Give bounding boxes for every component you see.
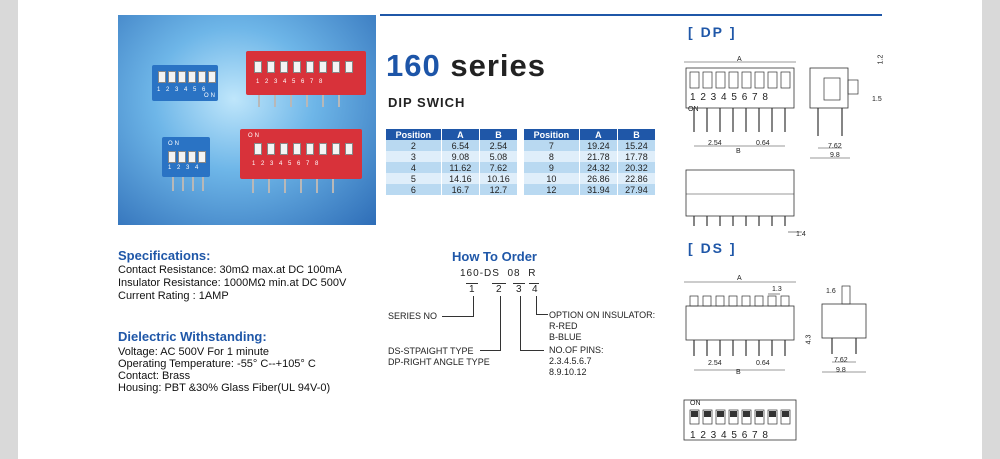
col-a: A [579,129,617,140]
table-cell: 6 [386,184,441,195]
table-cell: 4 [386,162,441,173]
dp-bottom-h: 1.4 [796,231,806,238]
dp-dim-b: B [736,148,741,155]
col-b: B [479,129,517,140]
table-cell: 9.08 [441,151,479,162]
product-type: DIP SWICH [388,95,466,110]
series-word: series [440,48,546,83]
ds-side-drawing [818,282,878,378]
red-8-numbers: 1 2 3 4 5 6 7 8 [256,79,325,85]
series-number: 160 [386,48,441,83]
option-title: OPTION ON INSULATOR: [549,310,656,320]
dp-dim-a: A [737,56,742,63]
product-photo [118,15,376,225]
blue-4-on: ON [168,141,181,147]
table-row [386,173,518,184]
table-cell: 12 [524,184,579,195]
table-cell: 12.7 [479,184,517,195]
position-table-right [524,129,656,195]
dielectric-line: Operating Temperature: -55° C--+105° C [118,358,316,370]
dp-side-h1: 1.2 [877,54,885,65]
top-rule-right [380,14,882,16]
blue-6-on: ON [204,93,217,99]
table-cell: 26.86 [579,173,617,184]
table-cell: 10.16 [479,173,517,184]
dp-pin-w: 0.64 [756,140,770,147]
table-cell: 17.78 [617,151,655,162]
ds-on: ON [690,400,701,407]
dp-bottom-drawing [680,168,810,238]
blue-6-numbers: 1 2 3 4 5 6 [157,87,208,93]
col-position: Position [524,129,579,140]
ds-label: [ DS ] [688,240,737,256]
blue-4-switch [162,137,210,177]
table-row [524,162,656,173]
how-to-order-title: How To Order [452,249,537,264]
table-row [524,173,656,184]
col-position: Position [386,129,441,140]
blue-6-switch [152,65,218,101]
pins-title: NO.OF PINS: [549,345,604,355]
table-cell: 5 [386,173,441,184]
order-digit-1: 1 [469,284,475,295]
red-8b-on: ON [248,133,261,139]
dp-label: [ DP ] [688,24,737,40]
table-cell: 19.24 [579,140,617,151]
table-cell: 7.62 [479,162,517,173]
table-cell: 2.54 [479,140,517,151]
order-code: 160-DS 08 R [460,268,537,279]
pins-line-1: 2.3.4.5.6.7 [549,356,592,366]
ds-height: 4.3 [805,334,813,345]
dielectric-title: Dielectric Withstanding: [118,329,267,344]
dp-side-w1: 7.62 [828,143,842,150]
order-digit-4: 4 [532,284,538,295]
spec-line: Contact Resistance: 30mΩ max.at DC 100mA [118,264,343,276]
table-cell: 21.78 [579,151,617,162]
dp-front-drawing [680,56,810,168]
table-cell: 8 [524,151,579,162]
pins-line-2: 8.9.10.12 [549,367,587,377]
ds-numbers: 1 2 3 4 5 6 7 8 [690,430,769,441]
blue-4-numbers: 1 2 3 4 [168,165,201,171]
ds-front-drawing [680,276,813,376]
dp-on: ON [688,106,699,113]
order-digit-3: 3 [516,284,522,295]
table-cell: 20.32 [617,162,655,173]
ds-side-w1: 7.62 [834,357,848,364]
ds-side-w2: 9.8 [836,367,846,374]
position-table-left [386,129,518,195]
table-cell: 31.94 [579,184,617,195]
table-row [524,140,656,151]
red-8b-numbers: 1 2 3 4 5 6 7 8 [252,161,321,167]
table-row [386,151,518,162]
series-title [386,48,546,84]
table-cell: 10 [524,173,579,184]
col-a: A [441,129,479,140]
table-row [386,184,518,195]
ds-pitch: 2.54 [708,360,722,367]
dp-pitch: 2.54 [708,140,722,147]
table-cell: 5.08 [479,151,517,162]
table-cell: 16.7 [441,184,479,195]
table-cell: 15.24 [617,140,655,151]
option-b: B-BLUE [549,332,582,342]
dp-side-w2: 9.8 [830,152,840,159]
dielectric-line: Voltage: AC 500V For 1 minute [118,346,270,358]
table-cell: 2 [386,140,441,151]
dp-side-h2: 1.5 [872,96,882,103]
ds-top-w: 1.3 [772,286,782,293]
type-ds: DS-STPAIGHT TYPE [388,346,474,356]
table-row [386,140,518,151]
red-8-switch [246,51,366,95]
spec-line: Insulator Resistance: 1000MΩ min.at DC 500V [118,277,347,289]
option-r: R-RED [549,321,578,331]
table-cell: 7 [524,140,579,151]
ds-pin-w: 0.64 [756,360,770,367]
series-no-label: SERIES NO [388,311,438,321]
spec-line: Current Rating : 1AMP [118,290,229,302]
ds-side-w0: 1.6 [826,288,836,295]
type-dp: DP-RIGHT ANGLE TYPE [388,357,490,367]
table-row [386,162,518,173]
table-cell: 14.16 [441,173,479,184]
specifications-title: Specifications: [118,248,211,263]
col-b: B [617,129,655,140]
table-row [524,151,656,162]
dielectric-line: Contact: Brass [118,370,191,382]
red-8b-switch [240,129,362,179]
dp-side-drawing [804,60,884,168]
ds-dim-b: B [736,369,741,376]
table-cell: 3 [386,151,441,162]
table-cell: 6.54 [441,140,479,151]
table-cell: 22.86 [617,173,655,184]
dp-numbers: 1 2 3 4 5 6 7 8 [690,92,769,103]
ds-dim-a: A [737,275,742,282]
table-cell: 27.94 [617,184,655,195]
datasheet-page [18,0,982,459]
dielectric-line: Housing: PBT &30% Glass Fiber(UL 94V-0) [118,382,331,394]
table-cell: 9 [524,162,579,173]
table-row [524,184,656,195]
table-cell: 11.62 [441,162,479,173]
order-digit-2: 2 [496,284,502,295]
table-cell: 24.32 [579,162,617,173]
